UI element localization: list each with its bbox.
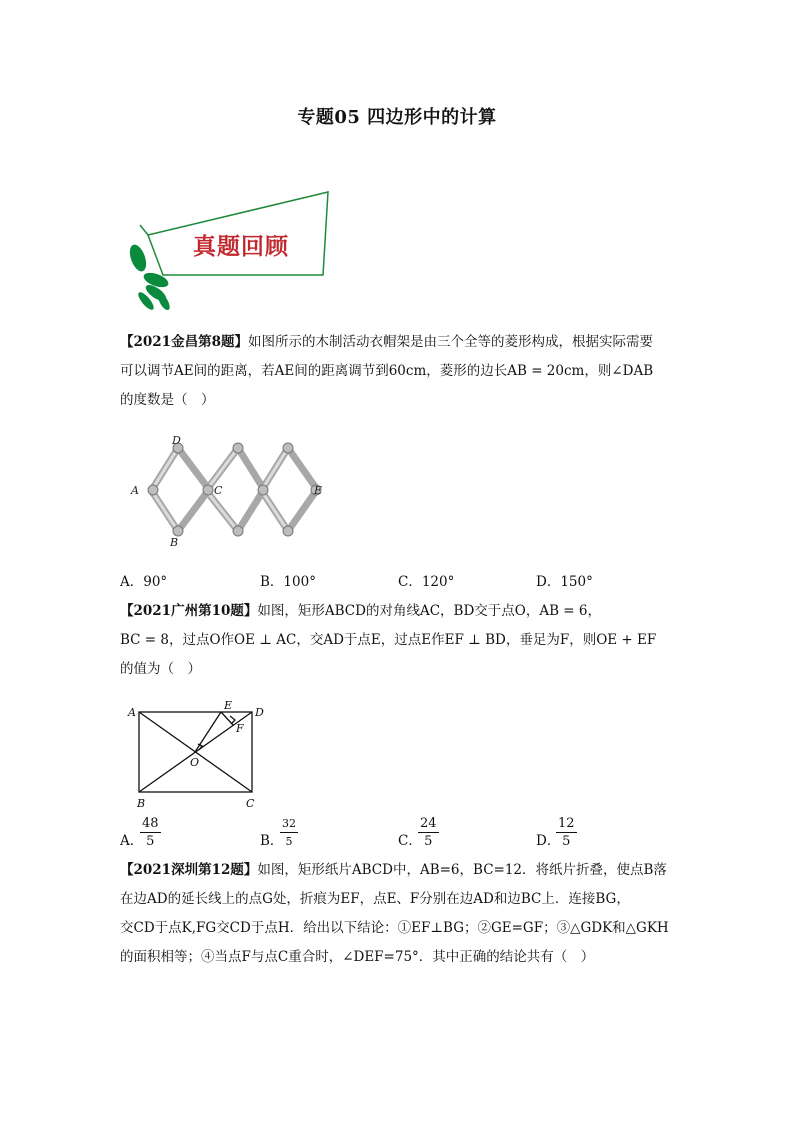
fig2-label-c: C [246,797,255,810]
question-2-line1: 如图，矩形ABCD的对角线AC，BD交于点O，AB = 6， [257,603,601,619]
fig1-label-c: C [214,484,223,497]
fig2-label-e: E [224,700,233,712]
option-d[interactable]: D．150° [536,574,593,590]
rectangle-figure [125,700,270,812]
section-banner-text: 真题回顾 [193,233,289,260]
option-b[interactable]: B．100° [260,574,316,590]
question-3-line3: 交CD于点K,FG交CD于点H．给出以下结论：①EF⊥BG；②GE=GF；③△GDK和△GKH [120,920,669,936]
question-1-line2: 可以调节AE间的距离，若AE间的距离调节到60cm，菱形的边长AB = 20cm，则∠DAB [120,363,654,379]
question-3-tag: 【2021深圳第12题】 [120,862,258,878]
coat-rack-figure [128,433,328,548]
fig2-label-d: D [255,706,264,719]
fig1-label-b: B [170,536,179,548]
question-3-line4: 的面积相等；④当点F与点C重合时，∠DEF=75°．其中正确的结论共有（ ） [120,949,595,965]
question-2-options: A． $\frac{48}{5}$ B． $\frac{32}{5}$ C． $\frac{24}{5}$ D． $\frac{12}{5}$ [120,816,575,849]
question-1-options [120,570,680,590]
page-title: 专题05 四边形中的计算 [297,107,497,128]
question-1-line3: 的度数是（ ） [120,392,215,408]
option-a[interactable]: A．90° [120,574,168,590]
fig2-label-o: O [190,756,200,769]
fig2-label-a: A [128,706,136,719]
question-3 [120,856,680,972]
fig2-label-b: B [137,797,146,810]
fig1-label-a: A [131,484,139,497]
question-3-line1: 如图，矩形纸片ABCD中，AB=6，BC=12．将纸片折叠，使点B落 [257,862,667,878]
question-2-line2: BC = 8，过点O作OE ⊥ AC，交AD于点E，过点E作EF ⊥ BD，垂足为F，则OE + EF [120,632,657,648]
fig1-label-d: D [172,434,181,447]
question-2-line3: 的值为（ ） [120,661,201,677]
question-1 [120,328,680,415]
question-2-tag: 【2021广州第10题】 [120,603,258,619]
question-1-line1: 如图所示的木制活动衣帽架是由三个全等的菱形构成，根据实际需要 [247,334,653,350]
option-c[interactable]: C．120° [398,574,455,590]
question-1-tag: 【2021金昌第8题】 [120,334,248,350]
question-2 [120,597,680,684]
question-3-line2: 在边AD的延长线上的点G处，折痕为EF，点E、F分别在边AD和边BC上．连接BG， [120,891,630,907]
fig2-label-f: F [236,722,244,735]
fig1-label-e: E [314,484,323,497]
